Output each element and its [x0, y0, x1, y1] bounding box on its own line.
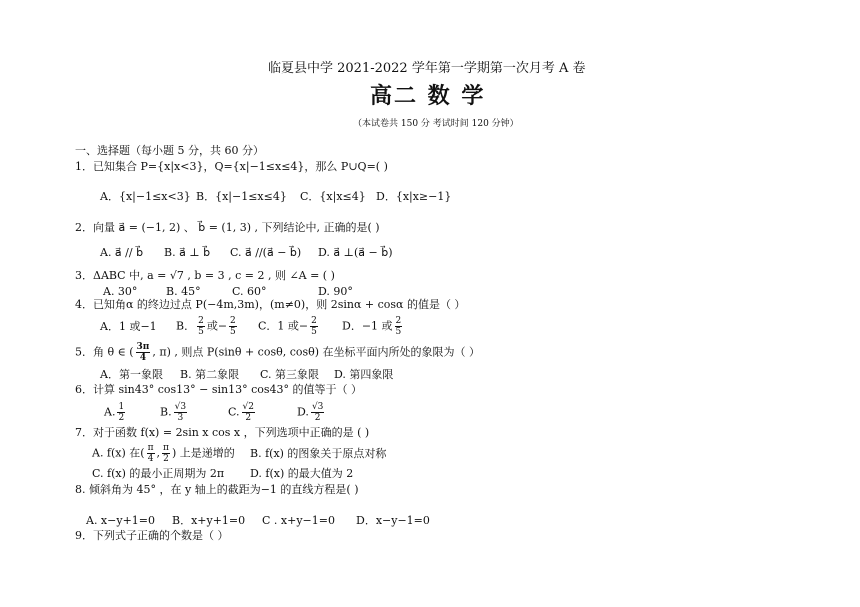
q8-option-a: A. x−y+1=0 — [86, 514, 156, 527]
q6-option-a — [104, 402, 127, 423]
q6-option-b-frac: $\frac{√3}{3}$ — [174, 402, 187, 423]
q7-option-b: B. f(x) 的图象关于原点对称 — [250, 447, 387, 460]
q6-option-d — [297, 402, 326, 423]
question-8: 8. 倾斜角为 45° ，在 y 轴上的截距为−1 的直线方程是( ) — [75, 483, 359, 496]
q4-option-c-frac: $\frac{2}{5}$ — [311, 316, 317, 337]
q1-option-b: B．{x|−1≤x≤4} — [196, 190, 287, 203]
q3-option-d: D. 90° — [318, 285, 353, 298]
q4-option-c-minus: − — [298, 319, 309, 333]
q8-option-d: D．x−y−1=0 — [356, 514, 430, 527]
exam-title: 临夏县中学 2021-2022 学年第一学期第一次月考 A 卷 — [268, 61, 586, 76]
q3-option-c: C. 60° — [232, 285, 267, 298]
q2-option-c: C. a⃗ //(a⃗ − b⃗) — [230, 246, 302, 259]
question-5 — [75, 342, 480, 363]
q5-stem-b: , π) , 则点 P(sinθ + cosθ, cosθ) 在坐标平面内所处的象限为（ ） — [152, 345, 481, 359]
q2-option-b: B. a⃗ ⊥ b⃗ — [164, 246, 211, 259]
q5-option-d: D. 第四象限 — [334, 368, 394, 381]
q6-option-b — [160, 402, 189, 423]
q7-option-d: D. f(x) 的最大值为 2 — [250, 467, 354, 480]
q7-option-a-tail: ) 上是递增的 — [171, 446, 235, 460]
q5-option-b: B. 第二象限 — [180, 368, 240, 381]
question-7: 7．对于函数 f(x) = 2sin x cos x ，下列选项中正确的是 ( ) — [75, 426, 370, 439]
q3-option-a: A. 30° — [103, 285, 138, 298]
q5-frac: $\frac{3\pi}{4}$ — [136, 342, 150, 363]
q4-option-b — [176, 316, 239, 337]
q6-option-a-label: A. — [104, 405, 116, 419]
q6-option-c — [228, 402, 257, 423]
q3-option-b: B. 45° — [166, 285, 201, 298]
q4-option-d — [342, 316, 404, 337]
q6-option-b-label: B. — [160, 405, 172, 419]
q4-option-c-label: C．1 或 — [258, 319, 299, 333]
q6-option-d-frac: $\frac{√3}{2}$ — [311, 402, 324, 423]
question-6: 6．计算 sin43° cos13° − sin13° cos43° 的值等于（ ） — [75, 383, 363, 396]
q1-option-c: C．{x|x≤4} — [300, 190, 366, 203]
q2-option-d: D. a⃗ ⊥(a⃗ − b⃗) — [318, 246, 393, 259]
q1-option-a: A．{x|−1≤x<3} — [100, 190, 191, 203]
q6-option-d-label: D. — [297, 405, 309, 419]
subject-title: 高二 数 学 — [370, 84, 486, 109]
question-2: 2．向量 a⃗ = (−1, 2) 、 b⃗ = (1, 3) , 下列结论中, 正确的是( ) — [75, 221, 380, 234]
q5-stem-a: 5．角 θ ∈ ( — [75, 345, 134, 359]
q4-option-d-label: D．−1 或 — [342, 319, 393, 333]
question-9: 9．下列式子正确的个数是（ ） — [75, 529, 229, 542]
q5-option-c: C. 第三象限 — [260, 368, 320, 381]
q5-option-a: A．第一象限 — [100, 368, 163, 381]
q8-option-b: B．x+y+1=0 — [172, 514, 246, 527]
question-1: 1．已知集合 P={x|x<3}，Q={x|−1≤x≤4}，那么 P∪Q=( ) — [75, 160, 388, 173]
q4-option-a: A．1 或−1 — [100, 320, 157, 333]
q7-option-a-frac-1: $\frac{\pi}{4}$ — [147, 443, 154, 464]
q4-option-b-or: 或 — [206, 319, 218, 333]
q2-option-a: A. a⃗ // b⃗ — [100, 246, 144, 259]
q6-option-c-frac: $\frac{√2}{2}$ — [242, 402, 254, 423]
question-3: 3．ΔABC 中, a = √7 , b = 3 , c = 2 , 则 ∠A = ( ) — [75, 269, 335, 282]
q8-option-c: C . x+y−1=0 — [262, 514, 335, 527]
exam-note: （本试卷共 150 分 考试时间 120 分钟） — [353, 119, 519, 129]
question-4: 4．已知角α 的终边过点 P(−4m,3m)，(m≠0)，则 2sinα + cosα 的值是（ ） — [75, 298, 466, 311]
q1-option-d: D．{x|x≥−1} — [376, 190, 452, 203]
q7-option-a-frac-2: $\frac{\pi}{2}$ — [163, 443, 169, 464]
q7-option-a-label: A. f(x) 在( — [92, 446, 145, 460]
q6-option-a-frac: $\frac{1}{2}$ — [118, 402, 125, 423]
q6-option-c-label: C. — [228, 405, 240, 419]
q7-option-c: C. f(x) 的最小正周期为 2π — [92, 467, 225, 480]
q4-option-b-frac-2: $\frac{2}{5}$ — [230, 316, 236, 337]
q4-option-b-frac-1: $\frac{2}{5}$ — [198, 316, 204, 337]
q4-option-b-minus: − — [217, 319, 228, 333]
q4-option-c — [258, 316, 320, 337]
q4-option-d-frac: $\frac{2}{5}$ — [395, 316, 402, 337]
q7-option-a: A. f(x) 在( $\frac{\pi}{4}$ , $\frac{\pi}{2}$ ) 上是递增的 — [92, 443, 235, 464]
q4-option-b-label: B． — [176, 319, 196, 333]
section-heading: 一、选择题（每小题 5 分，共 60 分） — [75, 144, 264, 157]
